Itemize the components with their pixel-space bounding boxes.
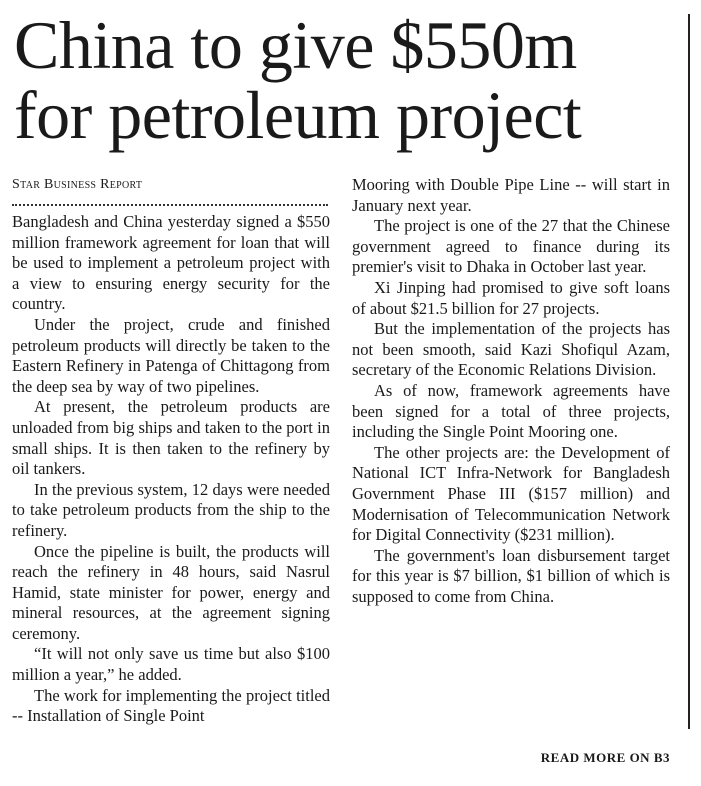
column-divider-rule: [688, 14, 690, 729]
paragraph: The other projects are: the Development of National ICT Infra-Network for Bangladesh Government Phase III ($157 million) and Modernisation of Telecommunication Network for Digital Connectivity ($231 million).: [352, 442, 670, 545]
paragraph: The government's loan disbursement target for this year is $7 billion, $1 billion of which is supposed to come from China.: [352, 545, 670, 606]
paragraph: Xi Jinping had promised to give soft loans of about $21.5 billion for 27 projects.: [352, 277, 670, 318]
paragraph: The project is one of the 27 that the Chinese government agreed to finance during its premier's visit to Dhaka in October last year.: [352, 216, 670, 277]
paragraph: Once the pipeline is built, the products will reach the refinery in 48 hours, said Nasrul Hamid, state minister for power, energy and mineral resources, at the agreement signing ceremony.: [12, 541, 330, 643]
paragraph: At present, the petroleum products are unloaded from big ships and taken to the port in small ships. It is then taken to the refinery by oil tankers.: [12, 397, 330, 479]
read-more-link[interactable]: READ MORE ON B3: [540, 750, 670, 765]
article-column-2: [352, 175, 670, 607]
dotted-divider: [12, 201, 328, 206]
paragraph: Under the project, crude and finished petroleum products will directly be taken to the Eastern Refinery in Patenga of Chittagong from the deep sea by way of two pipelines.: [12, 314, 330, 396]
paragraph: Mooring with Double Pipe Line -- will start in January next year.: [352, 175, 670, 215]
headline: [14, 7, 684, 153]
paragraph: But the implementation of the projects has not been smooth, said Kazi Shofiqul Azam, secretary of the Economic Relations Division.: [352, 319, 670, 380]
byline: Star Business Report: [12, 177, 143, 192]
paragraph: Bangladesh and China yesterday signed a $550 million framework agreement for loan that will be used to implement a petroleum project with a view to ensuring energy security for the country.: [12, 212, 330, 314]
headline-line-2: for petroleum project: [14, 77, 582, 153]
paragraph: The work for implementing the project titled -- Installation of Single Point: [12, 685, 330, 726]
paragraph: As of now, framework agreements have been signed for a total of three projects, including the Single Point Mooring one.: [352, 380, 670, 442]
paragraph: In the previous system, 12 days were needed to take petroleum products from the ship to the refinery.: [12, 479, 330, 540]
article-column-1: [12, 175, 330, 727]
headline-line-1: China to give $550m: [14, 7, 577, 83]
paragraph: “It will not only save us time but also $100 million a year,” he added.: [12, 644, 330, 685]
